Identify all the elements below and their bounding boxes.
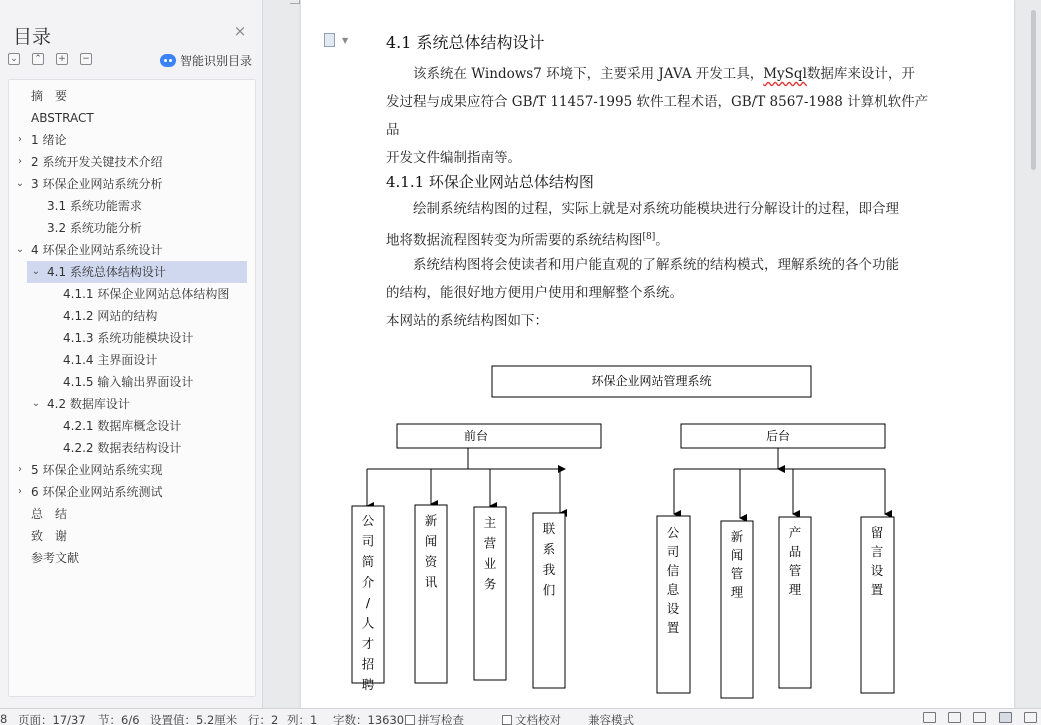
p1-text-c: 数据库来设计，开: [806, 66, 915, 82]
toc-item-label: 参考文献: [31, 551, 80, 565]
paragraph-menu-button[interactable]: [324, 33, 354, 47]
toc-item-label: 摘 要: [31, 89, 68, 103]
toc-item[interactable]: [9, 173, 255, 195]
p2-line-1: 绘制系统结构图的过程，实际上就是对系统功能模块进行分解设计的过程，即合理: [413, 201, 899, 217]
toc-item[interactable]: [9, 371, 255, 393]
pen-icon[interactable]: [973, 712, 986, 723]
status-page[interactable]: 页面：17/37: [18, 713, 86, 725]
diagram-child-label: 新闻管理: [730, 529, 744, 600]
toc-item-label: 4.2.1 数据库概念设计: [63, 419, 182, 433]
spell-check-icon: [405, 715, 415, 725]
p1-line-2: 发过程与成果应符合 GB/T 11457-1995 软件工程术语，GB/T 8567-1988 计算机软件产品: [386, 94, 929, 138]
toc-item[interactable]: [9, 503, 255, 525]
status-line: 行：2: [248, 713, 279, 725]
toc-item[interactable]: [9, 393, 255, 415]
toc-item-label: 4.1.3 系统功能模块设计: [63, 331, 194, 345]
toc-item[interactable]: [9, 305, 255, 327]
p1-line-3: 开发文件编制指南等。: [386, 150, 521, 166]
front-child-box-3: [474, 507, 506, 680]
ai-assistant-icon: [160, 54, 176, 67]
toc-item-label: 4.2.2 数据表结构设计: [63, 441, 182, 455]
toc-item[interactable]: [27, 261, 247, 283]
toc-item-label: 4.1.5 输入输出界面设计: [63, 375, 194, 389]
chevron-down-icon[interactable]: ⌄: [31, 266, 41, 277]
vertical-scrollbar[interactable]: [1016, 0, 1041, 708]
section-heading: 4.1 系统总体结构设计: [386, 33, 545, 52]
spell-check-toggle[interactable]: [405, 712, 464, 725]
p1-text-a: 该系统在 Windows7 环境下，主要采用 JAVA 开发工具，: [413, 66, 764, 82]
add-heading-icon[interactable]: +: [56, 53, 68, 65]
chevron-down-icon[interactable]: ⌄: [15, 244, 25, 255]
toc-item-label: 3.1 系统功能需求: [47, 199, 142, 213]
fullscreen-icon[interactable]: [923, 712, 936, 723]
toc-item[interactable]: [9, 107, 255, 129]
citation-ref[interactable]: [8]: [642, 232, 656, 242]
toc-list: [8, 79, 256, 697]
smart-toc-button[interactable]: [160, 52, 252, 69]
toc-item-label: 4 环保企业网站系统设计: [31, 243, 163, 257]
toc-item-label: 4.1 系统总体结构设计: [47, 265, 166, 279]
toc-item-label: 4.1.2 网站的结构: [63, 309, 158, 323]
toc-item[interactable]: [9, 151, 255, 173]
doc-proof-label: 文档校对: [515, 713, 561, 725]
front-box: [397, 424, 601, 448]
status-cut-digit: 8: [0, 712, 8, 725]
outline-view-icon[interactable]: [1024, 712, 1037, 723]
status-position: 设置值：5.2厘米: [150, 713, 238, 725]
diagram-child-label: 公司信息设置: [666, 525, 680, 635]
status-column: 列：1: [287, 713, 318, 725]
toc-item[interactable]: [9, 327, 255, 349]
doc-proof-icon: [502, 715, 512, 725]
p3-line-1: 系统结构图将会使读者和用户能直观的了解系统的结构模式，理解系统的各个功能: [413, 257, 899, 273]
toc-item[interactable]: [9, 217, 255, 239]
toc-item[interactable]: [9, 239, 255, 261]
p2-line-2: 地将数据流程图转变为所需要的系统结构图: [386, 232, 643, 249]
status-word-count[interactable]: 字数：13630: [333, 713, 405, 725]
paragraph-3: [386, 251, 930, 307]
toc-item[interactable]: [9, 415, 255, 437]
toc-item[interactable]: [9, 85, 255, 107]
toc-item-label: 3.2 系统功能分析: [47, 221, 142, 235]
remove-heading-icon[interactable]: −: [80, 53, 92, 65]
caret-down-icon: ▼: [342, 36, 349, 45]
doc-proof-button[interactable]: [502, 712, 561, 725]
chevron-right-icon[interactable]: ›: [18, 464, 22, 475]
ruler-corner: [290, 0, 300, 4]
toc-item-label: 3 环保企业网站系统分析: [31, 177, 163, 191]
diagram-child-label: 联系我们: [542, 521, 556, 598]
paragraph-2: [386, 195, 930, 255]
toc-item[interactable]: [9, 525, 255, 547]
status-bar: [0, 708, 1041, 725]
structure-diagram: [340, 360, 920, 705]
read-mode-icon[interactable]: [948, 712, 961, 723]
nav-title: 目录: [13, 26, 52, 48]
p1-misspelled-word[interactable]: MySql: [763, 66, 807, 82]
toc-item-label: ABSTRACT: [31, 111, 94, 125]
diagram-child-label: 主营业务: [483, 515, 497, 592]
paragraph-4: [386, 307, 930, 335]
paragraph-1: [386, 60, 930, 172]
smart-toc-label: 智能识别目录: [180, 54, 253, 68]
navigation-pane: [0, 0, 263, 708]
toc-item-label: 1 绪论: [31, 133, 67, 147]
toc-toolbar: [8, 53, 92, 65]
toc-item-label: 4.2 数据库设计: [47, 397, 130, 411]
status-section: 节：6/6: [98, 713, 140, 725]
toc-item[interactable]: [9, 283, 255, 305]
toc-item-label: 致 谢: [31, 529, 68, 543]
compat-mode-label: 兼容模式: [588, 713, 634, 725]
toc-item[interactable]: [9, 481, 255, 503]
chevron-right-icon[interactable]: ›: [18, 156, 22, 167]
diagram-child-label: 公司简介/人才招聘: [361, 513, 375, 692]
front-label: 前台: [463, 429, 489, 443]
chevron-right-icon[interactable]: ›: [18, 486, 22, 497]
diagram-child-label: 新闻资讯: [424, 513, 438, 590]
page-view-icon[interactable]: [999, 712, 1012, 723]
spell-check-label: 拼写检查: [418, 713, 464, 725]
p3-line-2: 的结构，能很好地方便用户使用和理解整个系统。: [386, 285, 683, 301]
toc-item[interactable]: [9, 459, 255, 481]
front-child-box-4: [533, 513, 565, 688]
toc-item[interactable]: [9, 349, 255, 371]
close-icon[interactable]: ×: [233, 22, 247, 40]
scrollbar-thumb[interactable]: [1031, 10, 1036, 170]
chevron-down-icon[interactable]: ⌄: [31, 398, 41, 409]
toc-item[interactable]: [9, 437, 255, 459]
expand-all-icon[interactable]: ⌄: [8, 53, 20, 65]
toc-item[interactable]: [9, 129, 255, 151]
p2-end: 。: [655, 232, 669, 249]
toc-item[interactable]: [9, 195, 255, 217]
toc-item-label: 4.1.4 主界面设计: [63, 353, 158, 367]
toc-item-label: 4.1.1 环保企业网站总体结构图: [63, 287, 230, 301]
toc-item-label: 总 结: [31, 507, 68, 521]
toc-item-label: 6 环保企业网站系统测试: [31, 485, 163, 499]
diagram-child-label: 留言设置: [870, 525, 884, 597]
back-label: 后台: [765, 429, 791, 443]
root-label: 环保企业网站管理系统: [591, 374, 712, 388]
diagram-child-label: 产品管理: [788, 525, 802, 597]
toc-item[interactable]: [9, 547, 255, 569]
chevron-down-icon[interactable]: ⌄: [15, 178, 25, 189]
back-child-box-3: [779, 517, 811, 688]
collapse-all-icon[interactable]: ⌃: [32, 53, 44, 65]
front-child-box-2: [415, 505, 447, 683]
document-icon: [324, 33, 335, 47]
toc-item-label: 5 环保企业网站系统实现: [31, 463, 163, 477]
p4-text: 本网站的系统结构图如下：: [386, 313, 548, 329]
toc-item-label: 2 系统开发关键技术介绍: [31, 155, 163, 169]
subsection-heading: 4.1.1 环保企业网站总体结构图: [386, 173, 594, 191]
chevron-right-icon[interactable]: ›: [18, 134, 22, 145]
